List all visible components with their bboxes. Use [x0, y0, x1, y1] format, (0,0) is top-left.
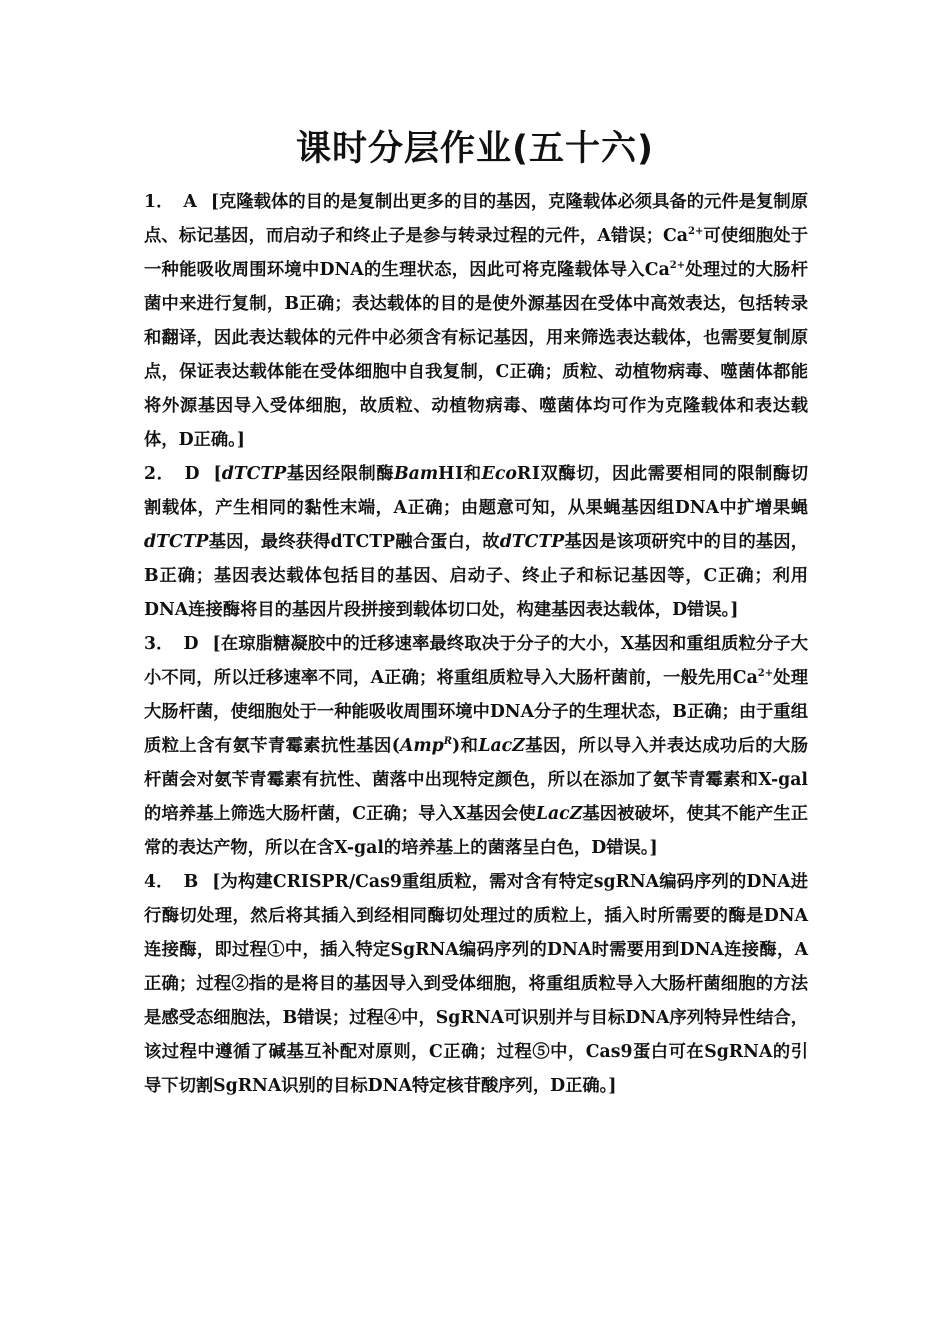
item-answer: D [184, 464, 200, 484]
item-number: 4． [144, 872, 174, 892]
item-text-segment: 基因是该项研究中的目的基因，B正确；基因表达载体包括目的基因、启动子、终止子和标记基因等，C正确；利用DNA连接酶将目的基因片段拼接到载体切口处，构建基因表达载体，D错误。] [144, 532, 808, 620]
item-answer: A [183, 192, 197, 212]
item-text-segment: 基因，所以导入并表达成功后的大肠杆菌会对氨苄青霉素有抗性、菌落中出现特定颜色，所以在添加了氨苄青霉素和X-gal的培养基上筛选大肠杆菌，C正确；导入X基因会使 [144, 736, 808, 824]
item-text-segment: Amp [399, 736, 444, 756]
answer-item [144, 865, 808, 1103]
answer-item [144, 457, 808, 627]
item-text-segment: 处理大肠杆菌，使细胞处于一种能吸收周围环境中DNA分子的生理状态，B正确；由于重组质粒上含有氨苄青霉素抗性基因( [144, 668, 808, 756]
item-text-segment: [克隆载体的目的是复制出更多的目的基因，克隆载体必须具备的元件是复制原点、标记基因，而启动子和终止子是参与转录过程的元件，A错误；Ca [144, 192, 808, 246]
item-text-segment: LacZ [535, 804, 583, 824]
item-text-segment: HⅠ和 [438, 464, 482, 484]
item-text-segment: LacZ [478, 736, 525, 756]
item-text-segment: dTCTP [499, 532, 565, 552]
item-text-segment: [为构建CRISPR/Cas9重组质粒，需对含有特定sgRNA编码序列的DNA进行酶切处理，然后将其插入到经相同酶切处理过的质粒上，插入时所需要的酶是DNA连接酶，即过程①中，插入特定SgRNA编码序列的DNA时需要用到DNA连接酶，A正确；过程②指的是将目的基因导入到受体细胞，将重组质粒导入大肠杆菌细胞的方法是感受态细胞法，B错误；过程④中，SgRNA可识别并与目标DNA序列特异性结合，该过程中遵循了碱基互补配对原则，C正确；过程⑤中，Cas9蛋白可在SgRNA的引导下切割SgRNA识别的目标DNA特定核苷酸序列，D正确。] [144, 872, 808, 1096]
item-text-segment: 可使细胞处于一种能吸收周围环境中DNA的生理状态，因此可将克隆载体导入Ca [144, 226, 808, 280]
item-text-segment: dTCTP [221, 464, 287, 484]
item-text-segment: 基因经限制酶 [286, 464, 395, 484]
item-text-segment: 2+ [688, 226, 704, 238]
item-text-segment: 2+ [757, 668, 774, 680]
item-text-segment: 基因，最终获得dTCTP融合蛋白，故 [208, 532, 500, 552]
item-answer: B [183, 872, 199, 892]
item-number: 1． [144, 192, 174, 212]
item-text-segment: [ [213, 464, 222, 484]
page-title: 课时分层作业(五十六) [296, 129, 654, 169]
item-text-segment: dTCTP [144, 532, 209, 552]
item-text-segment: )和 [452, 736, 479, 756]
item-answer: D [183, 634, 199, 654]
answer-item [144, 185, 808, 457]
item-text-segment: Eco [481, 464, 517, 484]
item-text-segment: 处理过的大肠杆菌中来进行复制，B正确；表达载体的目的是使外源基因在受体中高效表达，包括转录和翻译，因此表达载体的元件中必须含有标记基因，用来筛选表达载体，也需要复制原点，保证表达载体能在受体细胞中自我复制，C正确；质粒、动植物病毒、噬菌体都能将外源基因导入受体细胞，故质粒、动植物病毒、噬菌体均可作为克隆载体和表达载体，D正确。] [144, 260, 808, 450]
item-text-segment: [在琼脂糖凝胶中的迁移速率最终取决于分子的大小，X基因和重组质粒分子大小不同，所以迁移速率不同，A正确；将重组质粒导入大肠杆菌前，一般先用Ca [144, 634, 808, 688]
item-number: 2． [144, 464, 175, 484]
item-text-segment: RⅠ双酶切，因此需要相同的限制酶切割载体，产生相同的黏性末端，A正确；由题意可知，从果蝇基因组DNA中扩增果蝇 [144, 464, 808, 518]
item-text-segment: Bam [394, 464, 439, 484]
item-text-segment: 2+ [669, 260, 686, 272]
answer-item [144, 627, 808, 865]
item-text-segment: R [443, 736, 453, 748]
item-text-segment: 基因被破坏，使其不能产生正常的表达产物，所以在含X-gal的培养基上的菌落呈白色，D错误。] [144, 804, 808, 858]
item-number: 3． [144, 634, 174, 654]
answer-list [144, 185, 808, 1103]
